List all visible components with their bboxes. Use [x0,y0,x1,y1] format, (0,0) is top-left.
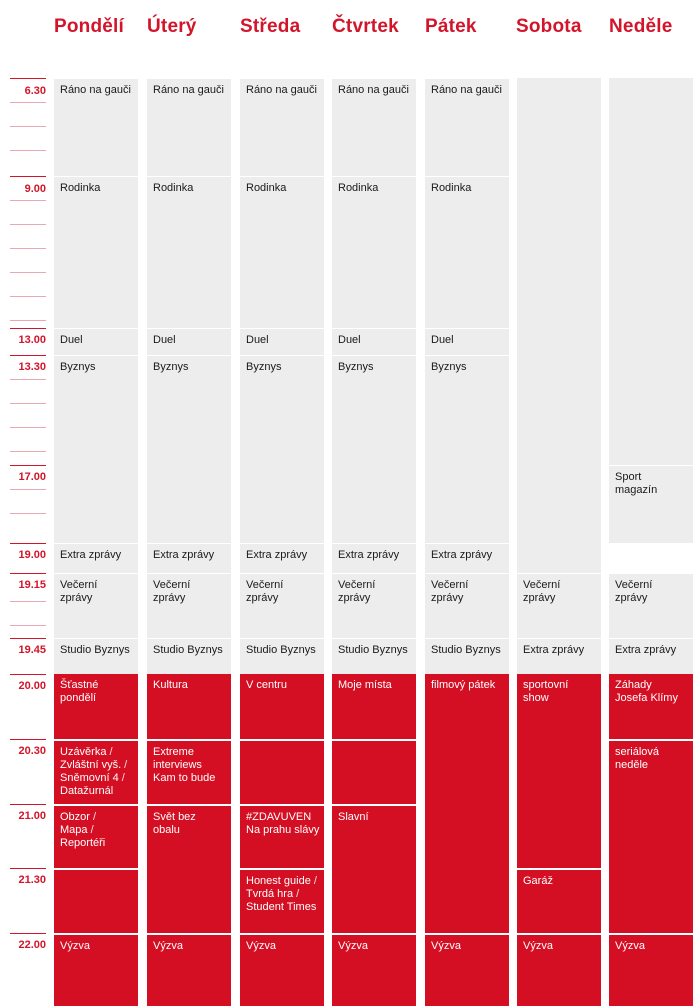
time-label-2030: 20.30 [18,745,46,757]
time-rule [10,176,46,177]
program-title-line1 [60,811,132,824]
program-title-line2: zprávy [431,592,464,604]
program-title-line3 [60,772,132,785]
program-title-line1: #ZDAVUVEN [246,811,312,823]
time-rule [10,224,46,225]
program-block-vyzva[interactable]: Výzva [609,933,693,1006]
separator-slash: / [118,772,125,784]
program-title: Sněmovní 4 [60,772,119,784]
program-title-line1 [60,746,132,759]
program-block-tuesday-2030[interactable] [147,739,231,804]
program-block[interactable]: Studio Byznys [147,638,231,674]
separator-slash: / [106,746,113,758]
program-block-sportovni-show[interactable]: sportovní show [517,674,601,868]
program-block[interactable]: Byznys [147,355,231,543]
program-title-line2: zprávy [615,592,648,604]
program-title: Obzor [60,811,90,823]
separator-slash: / [89,811,97,823]
time-rule [10,601,46,602]
program-title-line2 [246,888,318,901]
program-block-stastne-pondeli[interactable] [54,674,138,739]
program-title: Honest guide [246,875,311,887]
program-title-line2: zprávy [60,592,93,604]
program-block[interactable]: Byznys [425,355,509,543]
time-rule [10,320,46,321]
time-rule [10,489,46,490]
program-title: Mapa [60,824,88,836]
time-label-0630: 6.30 [24,85,46,97]
program-title-line1: Večerní [338,579,376,591]
program-title-line2: neděle [615,759,649,771]
time-rule [10,674,46,675]
time-rule [10,200,46,201]
program-block[interactable]: Rodinka [54,176,138,328]
program-title-line3: Student Times [246,901,317,913]
program-block[interactable]: Duel [332,328,416,355]
program-block[interactable]: Studio Byznys [54,638,138,674]
program-block[interactable]: Extra zprávy [147,543,231,573]
separator-slash: / [121,759,128,771]
program-title-line1: Večerní [60,579,98,591]
program-block[interactable]: Studio Byznys [425,638,509,674]
program-block[interactable]: Ráno na gauči [240,78,324,176]
day-header-monday: Pondělí [54,16,125,37]
separator-slash: / [87,824,94,836]
program-block[interactable]: Studio Byznys [332,638,416,674]
time-rule [10,427,46,428]
time-label-2200: 22.00 [18,939,46,951]
program-block-vecerni-zpravy[interactable] [517,573,601,638]
time-rule [10,465,46,466]
program-block-vyzva[interactable]: Výzva [425,933,509,1006]
program-block[interactable]: Rodinka [240,176,324,328]
program-block-empty [517,78,601,573]
program-block-slavni[interactable]: Slavní [332,804,416,933]
time-rule [10,543,46,544]
program-title-line2: Na prahu slávy [246,824,320,836]
day-header-friday: Pátek [425,16,477,37]
program-block-monday-2030[interactable] [54,739,138,804]
program-title-line1: Večerní [153,579,191,591]
time-label-1900: 19.00 [18,549,46,561]
program-block-vecerni-zpravy[interactable] [54,573,138,638]
program-block-v-centru[interactable]: V centru [240,674,324,739]
time-rule [10,328,46,329]
program-block-empty [609,78,693,465]
program-block[interactable]: Byznys [332,355,416,543]
program-block-vecerni-zpravy[interactable] [332,573,416,638]
program-title: Uzávěrka [60,746,107,758]
program-block-moje-mista[interactable]: Moje místa [332,674,416,739]
program-block-monday-2130[interactable] [54,868,138,933]
time-label-1700: 17.00 [18,471,46,483]
program-block[interactable]: Studio Byznys [240,638,324,674]
program-block-monday-2100[interactable] [54,804,138,868]
time-label-2130: 21.30 [18,874,46,886]
day-header-wednesday: Středa [240,16,301,37]
program-title: Zvláštní vyš. [60,759,122,771]
time-rule [10,102,46,103]
time-rule [10,513,46,514]
program-block[interactable]: Extra zprávy [609,638,693,674]
program-title-line2: zprávy [523,592,556,604]
program-block-svet-bez-obalu[interactable]: Svět bez obalu [147,804,231,933]
program-block[interactable]: Duel [240,328,324,355]
program-block[interactable]: Byznys [240,355,324,543]
program-title-line1: Večerní [246,579,284,591]
program-block[interactable]: Byznys [54,355,138,543]
program-block[interactable]: Extra zprávy [240,543,324,573]
program-block-thursday-2030[interactable] [332,739,416,804]
time-rule [10,573,46,574]
program-title-line2: zprávy [338,592,371,604]
program-block-vyzva[interactable]: Výzva [54,933,138,1006]
program-block[interactable]: Duel [54,328,138,355]
program-block[interactable]: Duel [425,328,509,355]
program-title-line1: Večerní [615,579,653,591]
program-block-wednesday-2100[interactable] [240,804,324,868]
program-block-garaz[interactable]: Garáž [517,868,601,933]
program-block[interactable]: Extra zprávy [517,638,601,674]
program-block-vyzva[interactable]: Výzva [517,933,601,1006]
day-header-sunday: Neděle [609,16,673,37]
time-label-1945: 19.45 [18,644,46,656]
program-block-vecerni-zpravy[interactable] [240,573,324,638]
time-rule [10,126,46,127]
program-block-serialova-nedele[interactable] [609,739,693,933]
program-title-line2: Josefa Klímy [615,692,678,704]
time-rule [10,78,46,79]
program-block-vecerni-zpravy[interactable] [609,573,693,638]
program-block-vyzva[interactable]: Výzva [240,933,324,1006]
time-label-1330: 13.30 [18,361,46,373]
program-block-vecerni-zpravy[interactable] [147,573,231,638]
program-block-vecerni-zpravy[interactable] [425,573,509,638]
time-rule [10,248,46,249]
time-rule [10,933,46,934]
day-header-thursday: Čtvrtek [332,16,399,37]
program-title-line2: zprávy [246,592,279,604]
time-rule [10,403,46,404]
program-title-line1 [246,875,318,888]
separator-slash: / [293,888,300,900]
day-header-saturday: Sobota [516,16,582,37]
program-block[interactable]: Extra zprávy [425,543,509,573]
time-rule [10,296,46,297]
program-block[interactable]: Ráno na gauči [54,78,138,176]
program-block[interactable]: Extra zprávy [54,543,138,573]
program-block[interactable]: Duel [147,328,231,355]
program-block[interactable]: Rodinka [147,176,231,328]
program-block[interactable]: Extra zprávy [332,543,416,573]
program-title-line1: Šťastné [60,679,99,691]
program-title-line1: Večerní [523,579,561,591]
time-rule [10,451,46,452]
time-label-2000: 20.00 [18,680,46,692]
program-title: Tvrdá hra [246,888,294,900]
time-rule [10,804,46,805]
program-title-line2 [60,824,132,837]
program-block-vyzva[interactable]: Výzva [332,933,416,1006]
time-rule [10,272,46,273]
time-label-1300: 13.00 [18,334,46,346]
program-title: Kam to bude [153,772,216,784]
program-block[interactable]: Ráno na gauči [147,78,231,176]
program-block[interactable]: Rodinka [425,176,509,328]
day-header-tuesday: Úterý [147,16,197,37]
program-title-line1: Záhady [615,679,652,691]
program-title-line4: Datažurnál [60,785,114,797]
time-rule [10,355,46,356]
time-rule [10,379,46,380]
time-label-2100: 21.00 [18,810,46,822]
program-block-wednesday-2130[interactable] [240,868,324,933]
program-title-line1: seriálová [615,746,660,758]
program-block[interactable]: Rodinka [332,176,416,328]
program-title-line2 [153,772,225,785]
program-block-wednesday-2030[interactable] [240,739,324,804]
program-title-line3: Reportéři [60,837,106,849]
program-block-filmovy-patek[interactable]: filmový pátek [425,674,509,933]
time-rule [10,150,46,151]
program-title-line2: magazín [615,484,658,496]
time-rule [10,739,46,740]
time-rule [10,638,46,639]
time-rule [10,625,46,626]
program-block-sport-magazin[interactable] [609,465,693,543]
program-title-line1: Večerní [431,579,469,591]
program-block-vyzva[interactable]: Výzva [147,933,231,1006]
program-title-line2 [60,759,132,772]
time-rule [10,868,46,869]
program-title-line2: pondělí [60,692,97,704]
program-block-kultura[interactable]: Kultura [147,674,231,739]
program-title-line2: zprávy [153,592,186,604]
program-title-line1: Extreme interviews [153,746,202,771]
program-block-zahady-josefa-klimy[interactable] [609,674,693,739]
separator-slash: / [310,875,317,887]
time-label-1915: 19.15 [18,579,46,591]
program-block[interactable]: Ráno na gauči [332,78,416,176]
program-block[interactable]: Ráno na gauči [425,78,509,176]
time-label-0900: 9.00 [24,183,46,195]
program-title-line1: Sport [615,471,642,483]
